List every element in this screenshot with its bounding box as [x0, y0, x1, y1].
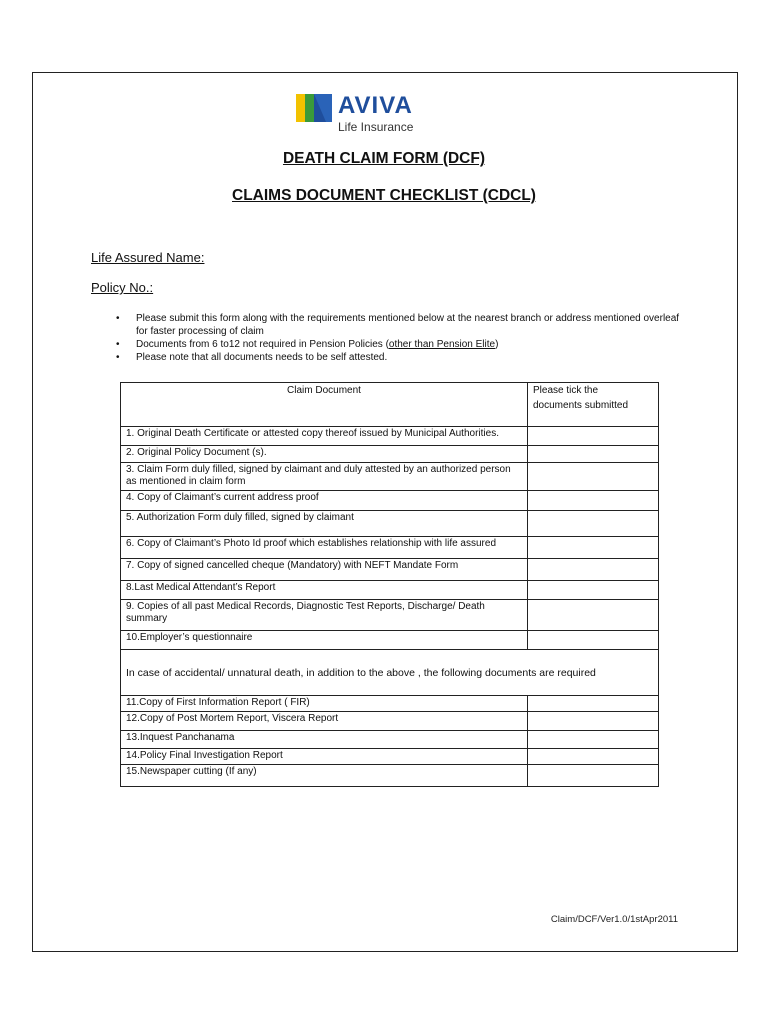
document-cell: 5. Authorization Form duly filled, signed by claimant: [121, 511, 528, 537]
bullet-icon: •: [116, 352, 120, 363]
instruction-item: [100, 351, 680, 364]
logo-subtitle: Life Insurance: [338, 120, 414, 134]
document-cell: 11.Copy of First Information Report ( FIR): [121, 696, 528, 712]
table-row: [121, 749, 659, 765]
table-row: [121, 696, 659, 712]
tick-cell[interactable]: [528, 712, 659, 731]
table-row: [121, 537, 659, 559]
tick-cell[interactable]: [528, 731, 659, 749]
tick-cell[interactable]: [528, 446, 659, 463]
tick-cell[interactable]: [528, 427, 659, 446]
table-row: [121, 427, 659, 446]
tick-cell[interactable]: [528, 581, 659, 600]
form-title: DEATH CLAIM FORM (DCF): [282, 150, 486, 167]
document-cell: 9. Copies of all past Medical Records, Diagnostic Test Reports, Discharge/ Death summary: [121, 600, 528, 631]
tick-cell[interactable]: [528, 749, 659, 765]
instruction-text-prefix: Documents from 6 to12 not required in Pension Policies (: [136, 339, 389, 350]
table-row: [121, 463, 659, 491]
table-row: [121, 631, 659, 650]
document-cell: 10.Employer’s questionnaire: [121, 631, 528, 650]
document-cell: 6. Copy of Claimant’s Photo Id proof which establishes relationship with life assured: [121, 537, 528, 559]
accidental-note-row: [121, 650, 659, 696]
form-version-reference: Claim/DCF/Ver1.0/1stApr2011: [550, 914, 678, 925]
document-cell: 1. Original Death Certificate or attested copy thereof issued by Municipal Authorities.: [121, 427, 528, 446]
logo-wordmark: AVIVA: [338, 92, 413, 119]
document-cell: 4. Copy of Claimant’s current address proof: [121, 491, 528, 511]
policy-number-label: Policy No.:: [91, 280, 154, 295]
life-assured-name-label: Life Assured Name:: [91, 250, 205, 265]
instruction-text-underlined: other than Pension Elite: [388, 339, 496, 350]
document-cell: 3. Claim Form duly filled, signed by claimant and duly attested by an authorized person as mentioned in claim form: [121, 463, 528, 491]
instruction-item: [100, 312, 680, 338]
table-header-row: [121, 383, 659, 427]
document-cell: 13.Inquest Panchanama: [121, 731, 528, 749]
table-row: [121, 600, 659, 631]
aviva-logo: [296, 92, 446, 136]
table-row: [121, 491, 659, 511]
table-row: [121, 446, 659, 463]
table-row: [121, 712, 659, 731]
tick-cell[interactable]: [528, 600, 659, 631]
claim-document-header: Claim Document: [121, 383, 528, 427]
aviva-flag-logo-icon: [296, 94, 332, 122]
instruction-item: [100, 338, 680, 351]
instruction-text: Please note that all documents needs to be self attested.: [136, 352, 388, 363]
table-row: [121, 581, 659, 600]
tick-header-line-1: Please tick the: [533, 385, 599, 396]
table-row: [121, 559, 659, 581]
instruction-text: Please submit this form along with the requirements mentioned below at the nearest branch or address mentioned overleaf for faster processing of claim: [136, 313, 680, 337]
table-row: [121, 731, 659, 749]
accidental-death-note: In case of accidental/ unnatural death, in addition to the above , the following documents are required: [121, 650, 659, 696]
tick-cell[interactable]: [528, 511, 659, 537]
document-cell: 7. Copy of signed cancelled cheque (Mandatory) with NEFT Mandate Form: [121, 559, 528, 581]
bullet-icon: •: [116, 313, 120, 324]
document-cell: 2. Original Policy Document (s).: [121, 446, 528, 463]
document-cell: 15.Newspaper cutting (If any): [121, 765, 528, 787]
bullet-icon: •: [116, 339, 120, 350]
table-row: [121, 765, 659, 787]
tick-cell[interactable]: [528, 537, 659, 559]
table-row: [121, 511, 659, 537]
tick-cell[interactable]: [528, 559, 659, 581]
tick-header-line-2: documents submitted: [533, 400, 629, 411]
tick-header: [528, 383, 659, 427]
checklist-title: CLAIMS DOCUMENT CHECKLIST (CDCL): [232, 187, 536, 204]
document-cell: 12.Copy of Post Mortem Report, Viscera Report: [121, 712, 528, 731]
instruction-text-suffix: ): [495, 339, 499, 350]
tick-cell[interactable]: [528, 765, 659, 787]
instructions-list: [100, 312, 680, 364]
tick-cell[interactable]: [528, 463, 659, 491]
tick-cell[interactable]: [528, 696, 659, 712]
tick-cell[interactable]: [528, 631, 659, 650]
document-checklist-table: [120, 382, 659, 787]
tick-cell[interactable]: [528, 491, 659, 511]
document-cell: 8.Last Medical Attendant’s Report: [121, 581, 528, 600]
document-cell: 14.Policy Final Investigation Report: [121, 749, 528, 765]
